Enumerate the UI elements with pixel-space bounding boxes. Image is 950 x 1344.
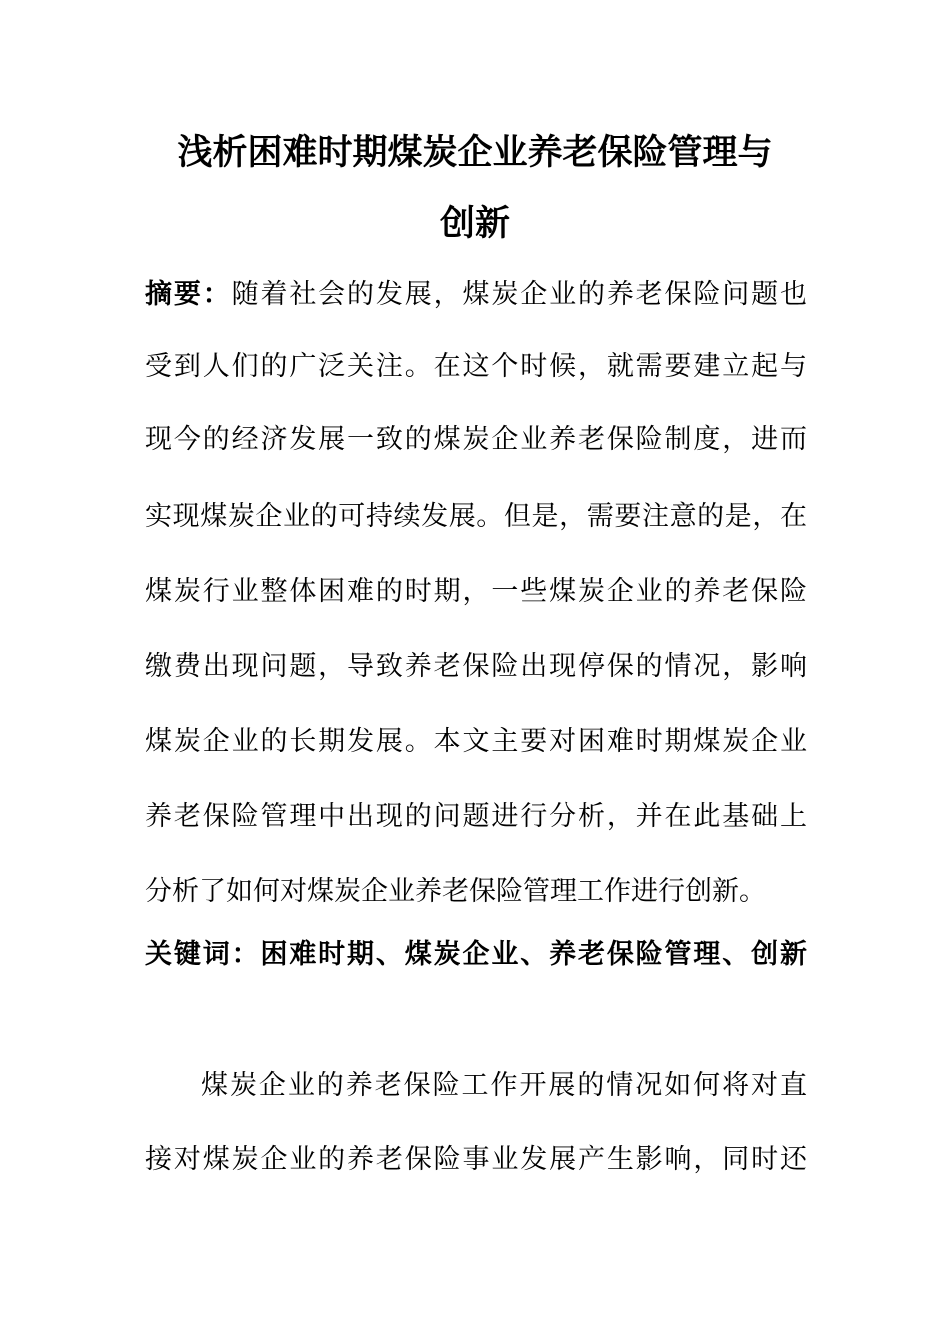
abstract-line-4: 实现煤炭企业的可持续发展。但是，需要注意的是，在 <box>145 501 807 532</box>
abstract-line-8: 养老保险管理中出现的问题进行分析，并在此基础上 <box>145 801 807 832</box>
document-title-line-2: 创新 <box>439 204 510 244</box>
body-line-2: 接对煤炭企业的养老保险事业发展产生影响，同时还 <box>145 1144 807 1175</box>
abstract-line-3: 现今的经济发展一致的煤炭企业养老保险制度，进而 <box>145 424 807 455</box>
body-line-1: 煤炭企业的养老保险工作开展的情况如何将对直 <box>201 1070 807 1101</box>
abstract-text-1: 随着社会的发展，煤炭企业的养老保险问题也 <box>231 279 808 310</box>
abstract-label: 摘要： <box>145 279 232 310</box>
abstract-line-1 <box>145 275 807 315</box>
keywords-line: 关键词：困难时期、煤炭企业、养老保险管理、创新 <box>145 939 807 970</box>
document-title-line-1: 浅析困难时期煤炭企业养老保险管理与 <box>177 133 773 173</box>
abstract-line-2: 受到人们的广泛关注。在这个时候，就需要建立起与 <box>145 351 807 382</box>
abstract-line-7: 煤炭企业的长期发展。本文主要对困难时期煤炭企业 <box>145 726 807 757</box>
abstract-line-6: 缴费出现问题，导致养老保险出现停保的情况，影响 <box>145 651 807 682</box>
abstract-line-9: 分析了如何对煤炭企业养老保险管理工作进行创新。 <box>145 876 766 907</box>
abstract-line-5: 煤炭行业整体困难的时期，一些煤炭企业的养老保险 <box>145 576 807 607</box>
